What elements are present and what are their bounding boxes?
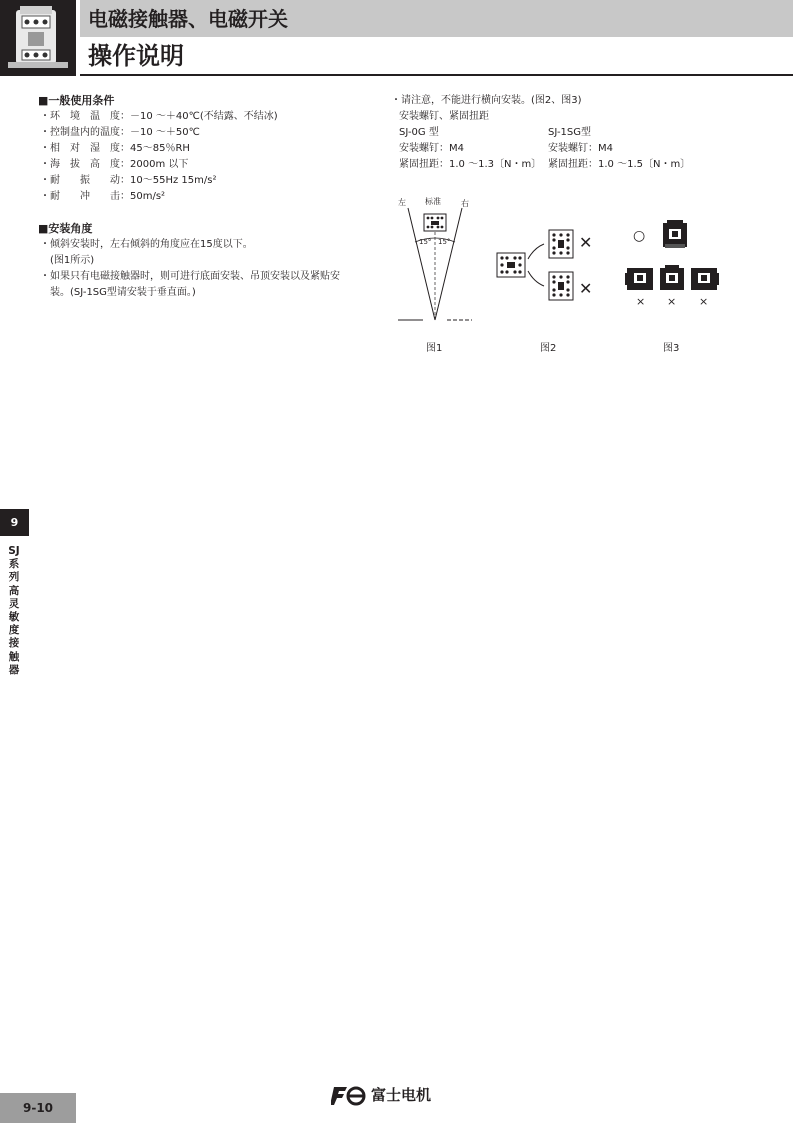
model-sj1sg: SJ-1SG型 bbox=[548, 127, 592, 138]
fig1-right-label: 右 bbox=[461, 199, 469, 208]
angle-text-line: ・倾斜安装时，左右倾斜的角度应在15度以下。 bbox=[40, 239, 253, 250]
figure-2-diagram bbox=[496, 226, 586, 306]
condition-ambient-temp: ・环 境 温 度：－10 ～＋40℃(不结露、不结冰) bbox=[40, 111, 278, 122]
model-sj0g: SJ-0G 型 bbox=[399, 127, 439, 138]
section-mounting-angle-title: ■安装角度 bbox=[38, 222, 93, 235]
angle-text-line: ・如果只有电磁接触器时，则可进行底面安装、吊顶安装以及紧贴安 bbox=[40, 271, 340, 282]
page-title-category: 电磁接触器、电磁开关 bbox=[88, 7, 288, 31]
condition-altitude: ・海 拔 高 度：2000m 以下 bbox=[40, 159, 189, 170]
header-sub-band bbox=[80, 37, 793, 76]
fig1-left-label: 左 bbox=[398, 198, 406, 207]
fig1-caption: 图1 bbox=[426, 343, 443, 354]
fig1-standard-label: 标准 bbox=[425, 197, 441, 206]
fig3-caption: 图3 bbox=[663, 343, 680, 354]
angle-text-line: 装。(SJ-1SG型请安装于垂直面。) bbox=[40, 287, 196, 298]
product-photo bbox=[0, 0, 76, 76]
page-number: 9-10 bbox=[0, 1093, 76, 1123]
screw-sj1sg: 安装螺钉：M4 bbox=[548, 143, 613, 154]
angle-text-line: (图1所示) bbox=[40, 255, 95, 266]
screw-sj0g: 安装螺钉：M4 bbox=[399, 143, 464, 154]
horizontal-mount-warning: ・请注意，不能进行横向安装。(图2、图3) bbox=[391, 95, 582, 106]
fig2-ng-mark-top: ✕ bbox=[579, 233, 593, 252]
torque-sj0g: 紧固扭距：1.0 ～1.3〔N・m〕 bbox=[399, 159, 542, 170]
page-title: 操作说明 bbox=[88, 42, 184, 70]
figure-3-diagram bbox=[625, 218, 721, 294]
condition-shock: ・耐 冲 击：50m/s² bbox=[40, 191, 166, 202]
chapter-tab-title: SJ系列 高灵敏度接触器 bbox=[8, 545, 20, 676]
fig2-ng-mark-bottom: ✕ bbox=[579, 279, 593, 298]
fig3-ok-mark: ○ bbox=[633, 228, 646, 244]
condition-panel-temp: ・控制盘内的温度：－10 ～＋50℃ bbox=[40, 127, 200, 138]
condition-humidity: ・相 对 湿 度：45～85％RH bbox=[40, 143, 190, 154]
fig2-caption: 图2 bbox=[540, 343, 557, 354]
section-general-conditions-title: ■一般使用条件 bbox=[38, 94, 115, 107]
chapter-tab-number: 9 bbox=[0, 509, 29, 536]
condition-vibration: ・耐 振 动：10～55Hz 15m/s² bbox=[40, 175, 217, 186]
torque-sj1sg: 紧固扭距：1.0 ～1.5〔N・m〕 bbox=[548, 159, 691, 170]
fig1-angle-right: 15° bbox=[438, 238, 451, 246]
header-rule bbox=[80, 74, 793, 76]
fig3-ng-mark: × bbox=[636, 295, 646, 308]
screw-torque-title: 安装螺钉、紧固扭距 bbox=[399, 111, 489, 122]
fig3-ng-mark: × bbox=[699, 295, 709, 308]
fig1-angle-left: 15° bbox=[419, 238, 432, 246]
fuji-electric-logo-icon bbox=[331, 1085, 369, 1107]
figure-1-diagram bbox=[393, 196, 483, 326]
company-name: 富士电机 bbox=[371, 1086, 432, 1104]
fig3-ng-mark: × bbox=[667, 295, 677, 308]
